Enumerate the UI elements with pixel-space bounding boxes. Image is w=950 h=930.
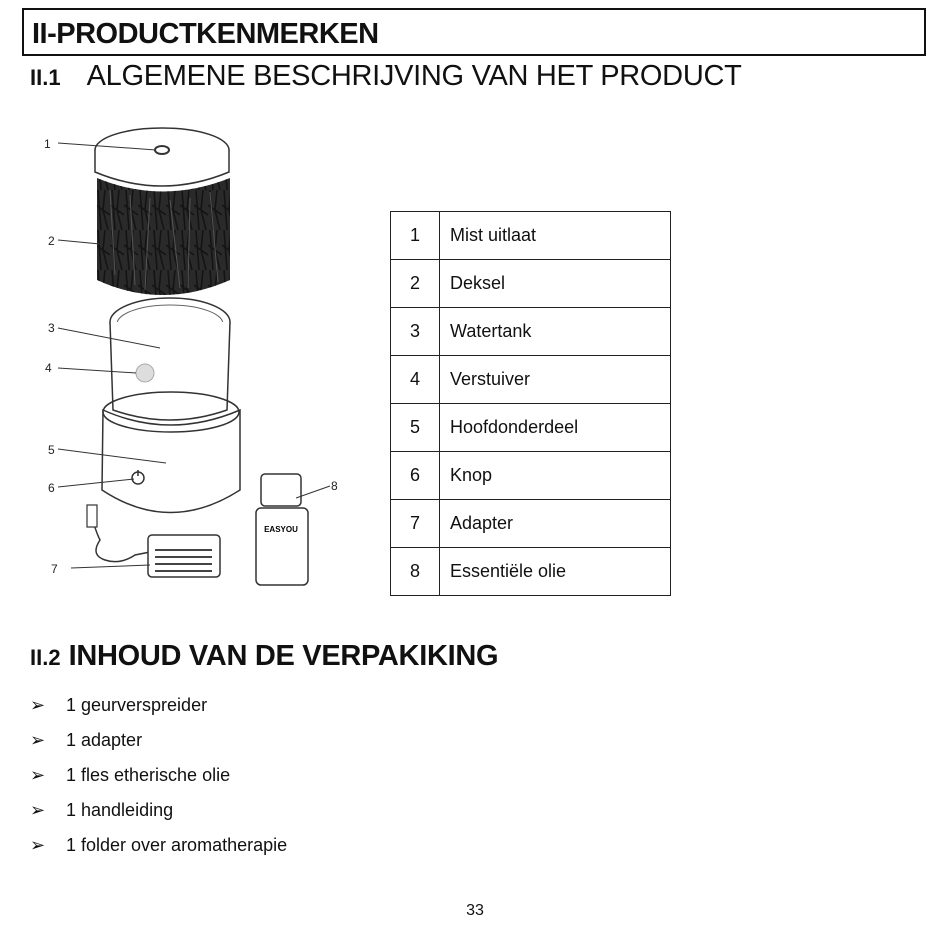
oil-bottle-drawing	[256, 474, 308, 585]
callout-3: 3	[48, 321, 55, 335]
diffuser-lid	[95, 128, 230, 295]
callout-5: 5	[48, 443, 55, 457]
section-2-number: II.2	[30, 645, 61, 670]
section-2-title: INHOUD VAN DE VERPAKIKING	[68, 640, 499, 672]
page-number: 33	[466, 902, 484, 919]
arrow-bullet-icon: ➢	[30, 835, 46, 855]
list-item-text: 1 fles etherische olie	[66, 765, 231, 785]
list-item-text: 1 adapter	[66, 730, 143, 750]
callout-1: 1	[44, 137, 51, 151]
part-number: 3	[391, 308, 440, 356]
list-item-text: 1 folder over aromatherapie	[66, 835, 288, 855]
part-name: Essentiële olie	[440, 548, 671, 596]
arrow-bullet-icon: ➢	[30, 765, 46, 785]
arrow-bullet-icon: ➢	[30, 800, 46, 820]
section-1-heading	[30, 60, 742, 100]
table-row	[391, 260, 671, 308]
table-row	[391, 548, 671, 596]
part-number: 4	[391, 356, 440, 404]
callout-4: 4	[45, 361, 52, 375]
section-1-number: II.1	[30, 65, 61, 90]
table-row	[391, 500, 671, 548]
part-name: Adapter	[440, 500, 671, 548]
bottle-label: EASYOU	[264, 525, 298, 534]
table-row	[391, 212, 671, 260]
table-row	[391, 356, 671, 404]
arrow-bullet-icon: ➢	[30, 730, 46, 750]
package-contents-list	[30, 688, 287, 863]
part-number: 1	[391, 212, 440, 260]
chapter-heading: II-PRODUCTKENMERKEN	[32, 18, 379, 50]
table-row	[391, 404, 671, 452]
list-item	[30, 723, 287, 758]
part-number: 2	[391, 260, 440, 308]
table-row	[391, 308, 671, 356]
list-item-text: 1 geurverspreider	[66, 695, 208, 715]
list-item-text: 1 handleiding	[66, 800, 174, 820]
part-name: Knop	[440, 452, 671, 500]
part-number: 5	[391, 404, 440, 452]
part-number: 8	[391, 548, 440, 596]
part-name: Verstuiver	[440, 356, 671, 404]
parts-table	[390, 211, 671, 596]
chapter-heading-box	[22, 8, 926, 56]
callout-6: 6	[48, 481, 55, 495]
list-item	[30, 828, 287, 863]
part-name: Hoofdonderdeel	[440, 404, 671, 452]
list-item	[30, 758, 287, 793]
list-item	[30, 688, 287, 723]
part-number: 7	[391, 500, 440, 548]
table-row	[391, 452, 671, 500]
section-1-title: ALGEMENE BESCHRIJVING VAN HET PRODUCT	[86, 60, 742, 92]
callout-8: 8	[331, 479, 338, 493]
part-name: Mist uitlaat	[440, 212, 671, 260]
list-item	[30, 793, 287, 828]
part-number: 6	[391, 452, 440, 500]
callout-7: 7	[51, 562, 58, 576]
water-tank	[110, 298, 230, 420]
part-name: Deksel	[440, 260, 671, 308]
arrow-bullet-icon: ➢	[30, 695, 46, 715]
callout-2: 2	[48, 234, 55, 248]
section-2-heading	[30, 640, 498, 673]
product-diagram	[40, 110, 360, 600]
part-name: Watertank	[440, 308, 671, 356]
